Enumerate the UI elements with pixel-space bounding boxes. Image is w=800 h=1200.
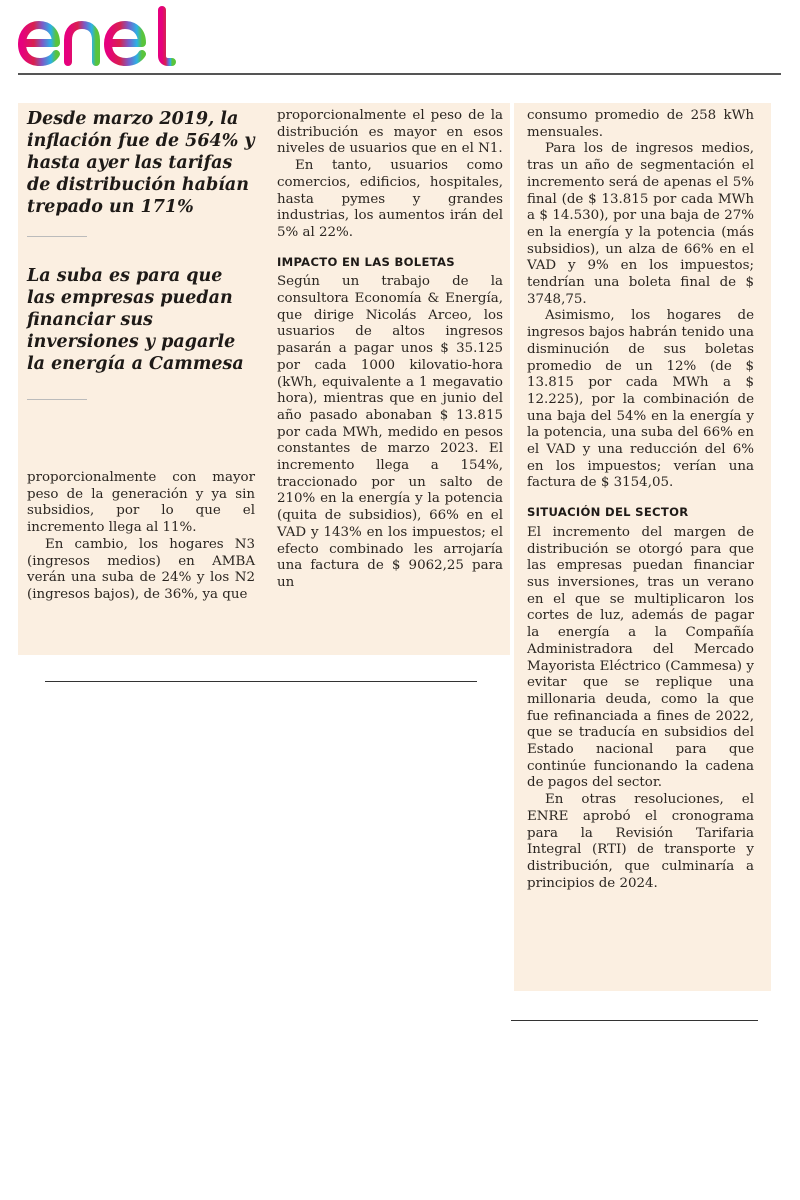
section-subhead: SITUACIÓN DEL SECTOR (527, 505, 689, 520)
separator-rule (511, 1020, 758, 1021)
paragraph: consumo promedio de 258 kWh mensuales. (527, 108, 754, 140)
pullquote-2: La suba es para que las empresas puedan financiar sus inversiones y pagarle la energía a Cammesa (27, 266, 244, 374)
header-rule (18, 73, 781, 75)
column-3 (527, 108, 754, 892)
separator-rule (45, 681, 477, 682)
paragraph: En tanto, usuarios como comercios, edificios, hospitales, hasta pymes y grandes industrias, los aumentos irán del 5% al 22%. (277, 158, 503, 240)
paragraph: En cambio, los hogares N3 (ingresos medios) en AMBA verán una suba de 24% y los N2 (ingresos bajos), de 36%, ya que (27, 536, 255, 602)
paragraph: proporcionalmente con mayor peso de la generación y ya sin subsidios, por lo que el incremento llega al 11%. (27, 470, 255, 536)
paragraph: Para los de ingresos medios, tras un año de segmentación el incremento será de apenas el 5% final (de $ 13.815 por cada MWh a $ 14.530), por una baja de 27% en la energía y la potencia (más subsidios), un alza de 66% en el VAD y 9% en los impuestos; tendrían una boleta final de $ 3748,75. (527, 141, 754, 307)
paragraph: proporcionalmente el peso de la distribución es mayor en esos niveles de usuarios que en el N1. (277, 108, 503, 157)
paragraph: El incremento del margen de distribución se otorgó para que las empresas puedan financiar sus inversiones, tras un verano en el que se multiplicaron los cortes de luz, además de pagar la energía a la Compañía Administradora del Mercado Mayorista Eléctrico (Cammesa) y evitar que se replique una millonaria deuda, como la que fue refinanciada a fines de 2022, que se traducía en subsidios del Estado nacional para que continúe funcionando la cadena de pagos del sector. (527, 524, 754, 791)
paragraph: En otras resoluciones, el ENRE aprobó el cronograma para la Revisión Tarifaria Integral (RTI) de transporte y distribución, que culminaría a principios de 2024. (527, 792, 754, 891)
pullquote-1: Desde marzo 2019, la inflación fue de 564% y hasta ayer las tarifas de distribución habían trepado un 171% (27, 109, 255, 217)
section-subhead: IMPACTO EN LAS BOLETAS (277, 254, 455, 269)
column-1 (27, 108, 255, 604)
paragraph: Según un trabajo de la consultora Economía & Energía, que dirige Nicolás Arceo, los usuarios de altos ingresos pasarán a pagar unos $ 35.125 por cada 1000 kilovatio-hora (kWh, equivalente a 1 megavatio hora), mientras que en junio del año pasado abonaban $ 13.815 por cada MWh, medido en pesos constantes de marzo 2023. El incremento llega a 154%, traccionado por un salto de 210% en la energía y la potencia (quita de subsidios), 66% en el VAD y 143% en los impuestos; el efecto combinado les arrojaría una factura de $ 9062,25 para un (277, 274, 503, 590)
column-2 (277, 108, 503, 592)
paragraph: Asimismo, los hogares de ingresos bajos habrán tenido una disminución de sus boletas promedio de un 12% (de $ 13.815 por cada MWh a $ 12.225), por la combinación de una baja del 54% en la energía y la potencia, una suba del 66% en el VAD y una reducción del 6% en los impuestos; verían una factura de $ 3154,05. (527, 308, 754, 491)
enel-logo (16, 4, 181, 70)
